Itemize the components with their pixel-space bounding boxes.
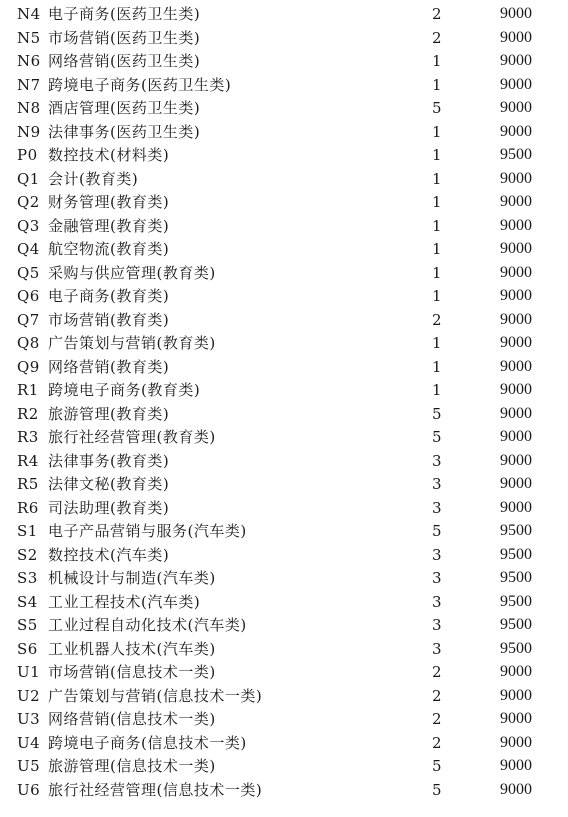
tuition-fee: 9000 (500, 5, 532, 22)
tuition-fee: 9000 (500, 52, 532, 69)
plan-count: 1 (432, 263, 442, 282)
major-name: 跨境电子商务(医药卫生类) (48, 75, 232, 94)
table-row (0, 284, 568, 308)
plan-count: 1 (432, 334, 442, 352)
major-code: R1 (17, 381, 39, 399)
major-name: 电子产品营销与服务(汽车类) (48, 522, 247, 540)
plan-count: 1 (432, 357, 442, 376)
plan-count: 2 (432, 663, 442, 681)
table-row (0, 566, 568, 590)
plan-count: 5 (432, 522, 442, 540)
table-row (0, 684, 568, 708)
tuition-fee: 9000 (500, 757, 532, 774)
major-code: Q3 (17, 216, 40, 235)
plan-count: 2 (432, 686, 442, 705)
table-row (0, 143, 568, 167)
table-row (0, 425, 568, 449)
major-name: 法律事务(医药卫生类) (48, 122, 201, 141)
major-name: 数控技术(汽车类) (48, 545, 170, 564)
major-name: 工业机器人技术(汽车类) (48, 639, 216, 658)
major-code: S1 (17, 522, 38, 540)
major-code: N7 (17, 75, 41, 94)
plan-count: 3 (432, 639, 442, 658)
table-row (0, 26, 568, 50)
major-code: R2 (17, 404, 39, 423)
major-code: Q6 (17, 287, 40, 305)
major-code: S6 (17, 639, 38, 658)
major-name: 酒店管理(医药卫生类) (48, 99, 201, 117)
major-code: S5 (17, 616, 38, 634)
tuition-fee: 9000 (500, 169, 532, 187)
plan-count: 1 (432, 75, 442, 94)
tuition-fee: 9000 (500, 498, 532, 516)
plan-count: 3 (432, 569, 442, 587)
major-name: 司法助理(教育类) (48, 498, 170, 517)
plan-count: 1 (432, 122, 442, 141)
major-code: U4 (17, 733, 41, 752)
tuition-fee: 9000 (500, 122, 532, 140)
major-name: 财务管理(教育类) (48, 193, 170, 211)
major-code: N8 (17, 99, 41, 117)
table-row (0, 190, 568, 214)
major-name: 市场营销(医药卫生类) (48, 28, 201, 47)
table-row (0, 402, 568, 426)
plan-count: 5 (432, 780, 442, 799)
plan-count: 3 (432, 451, 442, 470)
table-row (0, 167, 568, 191)
tuition-fee: 9000 (500, 310, 532, 328)
tuition-fee: 9000 (500, 357, 532, 375)
table-row (0, 754, 568, 778)
table-row (0, 613, 568, 637)
major-name: 数控技术(材料类) (48, 146, 170, 164)
major-code: Q8 (17, 334, 40, 352)
plan-count: 2 (432, 5, 442, 23)
major-code: N6 (17, 52, 41, 70)
table-row (0, 2, 568, 26)
major-code: Q7 (17, 310, 40, 329)
plan-count: 3 (432, 475, 442, 493)
major-name: 广告策划与营销(教育类) (48, 334, 216, 352)
tuition-fee: 9000 (500, 404, 532, 422)
table-row (0, 237, 568, 261)
major-code: R5 (17, 475, 39, 493)
table-row (0, 731, 568, 755)
major-code: S2 (17, 545, 38, 564)
major-name: 网络营销(医药卫生类) (48, 52, 201, 70)
plan-count: 2 (432, 310, 442, 329)
major-code: S4 (17, 592, 38, 611)
tuition-fee: 9000 (500, 99, 532, 116)
table-row (0, 637, 568, 661)
tuition-fee: 9000 (500, 287, 532, 304)
major-name: 法律文秘(教育类) (48, 475, 170, 493)
tuition-fee: 9000 (500, 240, 532, 257)
tuition-fee: 9000 (500, 451, 532, 469)
major-name: 跨境电子商务(教育类) (48, 381, 201, 399)
tuition-fee: 9000 (500, 663, 532, 680)
table-row (0, 261, 568, 285)
major-name: 跨境电子商务(信息技术一类) (48, 733, 247, 752)
plan-count: 3 (432, 498, 442, 517)
major-code: N5 (17, 28, 41, 47)
major-code: Q5 (17, 263, 40, 282)
plan-count: 1 (432, 216, 442, 235)
table-row (0, 120, 568, 144)
tuition-fee: 9000 (500, 686, 532, 704)
major-code: Q2 (17, 193, 40, 211)
table-row (0, 331, 568, 355)
major-code: U2 (17, 686, 41, 705)
tuition-fee: 9000 (500, 75, 532, 93)
tuition-fee: 9000 (500, 193, 532, 210)
table-row (0, 496, 568, 520)
plan-count: 2 (432, 733, 442, 752)
major-name: 旅行社经营管理(信息技术一类) (48, 780, 263, 799)
plan-count: 1 (432, 381, 442, 399)
major-name: 市场营销(信息技术一类) (48, 663, 216, 681)
major-code: R4 (17, 451, 39, 470)
plan-count: 1 (432, 240, 442, 258)
major-name: 机械设计与制造(汽车类) (48, 569, 216, 587)
tuition-fee: 9000 (500, 28, 532, 46)
major-name: 金融管理(教育类) (48, 216, 170, 235)
tuition-fee: 9500 (500, 522, 532, 539)
tuition-fee: 9500 (500, 639, 532, 657)
plan-count: 1 (432, 52, 442, 70)
major-name: 市场营销(教育类) (48, 310, 170, 329)
tuition-fee: 9000 (500, 780, 532, 798)
major-code: Q4 (17, 240, 40, 258)
major-name: 采购与供应管理(教育类) (48, 263, 216, 282)
major-code: U3 (17, 710, 41, 728)
major-name: 旅游管理(信息技术一类) (48, 757, 216, 775)
plan-count: 1 (432, 169, 442, 188)
tuition-fee: 9000 (500, 216, 532, 234)
table-row (0, 519, 568, 543)
major-name: 旅行社经营管理(教育类) (48, 428, 216, 446)
tuition-fee: 9000 (500, 710, 532, 727)
plan-count: 5 (432, 99, 442, 117)
table-row (0, 543, 568, 567)
tuition-fee: 9000 (500, 733, 532, 751)
major-name: 工业过程自动化技术(汽车类) (48, 616, 247, 634)
tuition-fee: 9500 (500, 592, 532, 610)
major-name: 工业工程技术(汽车类) (48, 592, 201, 611)
table-row (0, 778, 568, 802)
table-row (0, 590, 568, 614)
tuition-fee: 9000 (500, 334, 532, 351)
major-code: N4 (17, 5, 41, 23)
tuition-fee: 9000 (500, 263, 532, 281)
major-name: 会计(教育类) (48, 169, 139, 188)
major-name: 航空物流(教育类) (48, 240, 170, 258)
plan-count: 5 (432, 404, 442, 423)
table-row (0, 660, 568, 684)
major-code: U6 (17, 780, 41, 799)
table-row (0, 378, 568, 402)
plan-count: 1 (432, 193, 442, 211)
plan-count: 5 (432, 428, 442, 446)
major-code: Q1 (17, 169, 40, 188)
table-row (0, 472, 568, 496)
tuition-fee: 9500 (500, 569, 532, 586)
table-row (0, 355, 568, 379)
plan-count: 2 (432, 710, 442, 728)
major-name: 电子商务(教育类) (48, 287, 170, 305)
plan-count: 2 (432, 28, 442, 47)
plan-count: 1 (432, 146, 442, 164)
major-code: R6 (17, 498, 39, 517)
plan-count: 3 (432, 592, 442, 611)
major-code: R3 (17, 428, 39, 446)
major-code: U1 (17, 663, 41, 681)
tuition-fee: 9000 (500, 381, 532, 398)
table-row (0, 49, 568, 73)
table-row (0, 308, 568, 332)
plan-count: 5 (432, 757, 442, 775)
major-code: U5 (17, 757, 41, 775)
tuition-fee: 9500 (500, 616, 532, 633)
major-code: S3 (17, 569, 38, 587)
tuition-fee: 9000 (500, 475, 532, 492)
table-row (0, 449, 568, 473)
major-name: 电子商务(医药卫生类) (48, 5, 201, 23)
plan-count: 1 (432, 287, 442, 305)
major-name: 法律事务(教育类) (48, 451, 170, 470)
tuition-fee: 9000 (500, 428, 532, 445)
table-row (0, 214, 568, 238)
major-name: 广告策划与营销(信息技术一类) (48, 686, 263, 705)
major-name: 网络营销(信息技术一类) (48, 710, 216, 728)
table-row (0, 96, 568, 120)
major-code: N9 (17, 122, 41, 141)
plan-count: 3 (432, 545, 442, 564)
plan-count: 3 (432, 616, 442, 634)
tuition-fee: 9500 (500, 146, 532, 163)
table-row (0, 73, 568, 97)
table-row (0, 707, 568, 731)
major-code: Q9 (17, 357, 40, 376)
major-name: 网络营销(教育类) (48, 357, 170, 376)
tuition-fee: 9500 (500, 545, 532, 563)
major-code: P0 (17, 146, 38, 164)
major-name: 旅游管理(教育类) (48, 404, 170, 423)
